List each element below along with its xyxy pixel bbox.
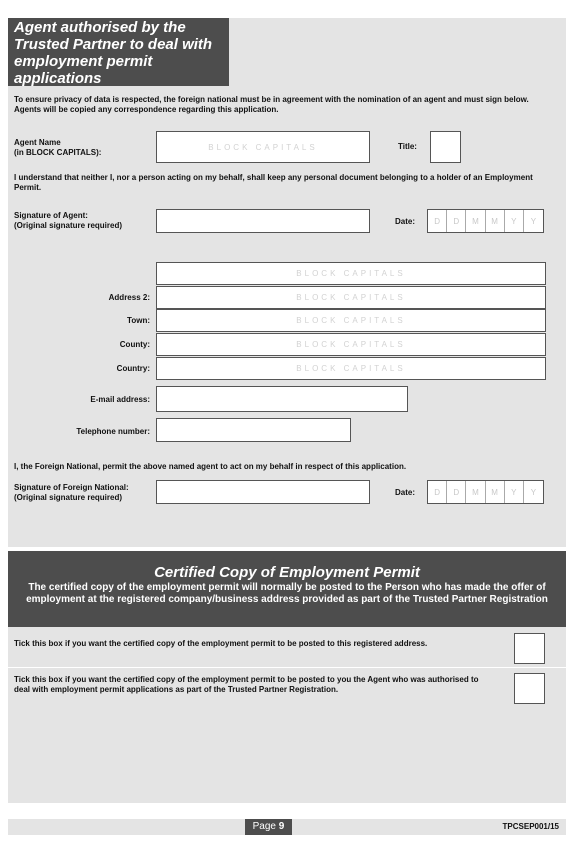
date-cell-y2: Y <box>530 487 537 497</box>
date-cell-m1: M <box>466 481 485 503</box>
divider <box>8 667 566 668</box>
title-label: Title: <box>398 142 417 151</box>
date-cell-m1: M <box>466 210 485 232</box>
registered-address-checkbox[interactable] <box>514 633 545 664</box>
foreign-national-date-field[interactable] <box>427 480 544 504</box>
town-placeholder: BLOCK CAPITALS <box>296 316 406 325</box>
page-number-label: Page 9 <box>245 819 292 835</box>
signature-foreign-national-field[interactable] <box>156 480 370 504</box>
certified-copy-banner <box>8 551 566 627</box>
signature-agent-field[interactable] <box>156 209 370 233</box>
permit-note: I, the Foreign National, permit the above named agent to act on my behalf in respect of this application. <box>14 462 407 471</box>
date-cell-d1: D <box>428 210 447 232</box>
county-placeholder: BLOCK CAPITALS <box>296 340 406 349</box>
telephone-label: Telephone number: <box>76 427 150 436</box>
agent-address-checkbox[interactable] <box>514 673 545 704</box>
agent-section-heading: Agent authorised by the Trusted Partner to deal with employment permit applications <box>8 18 229 86</box>
address2-field[interactable] <box>156 286 546 309</box>
date-cell-y2: Y <box>530 216 537 226</box>
agent-name-label: Agent Name (in BLOCK CAPITALS): <box>14 138 102 157</box>
date-cell-d1: D <box>428 481 447 503</box>
date-cell-m2: M <box>486 481 505 503</box>
agent-name-field[interactable] <box>156 131 370 163</box>
address2-placeholder: BLOCK CAPITALS <box>296 293 406 302</box>
agent-date-field[interactable] <box>427 209 544 233</box>
agent-name-placeholder: BLOCK CAPITALS <box>208 142 318 152</box>
privacy-note: To ensure privacy of data is respected, the foreign national must be in agreement with the nomination of an agent and must sign below. Agents will be copied any correspondence regarding this application. <box>14 95 529 114</box>
tick-registered-address-text: Tick this box if you want the certified copy of the employment permit to be posted to this registered address. <box>14 639 428 648</box>
county-label: County: <box>119 340 150 349</box>
country-field[interactable] <box>156 357 546 380</box>
address1-field[interactable] <box>156 262 546 285</box>
date-cell-y1: Y <box>505 481 524 503</box>
certified-copy-title: Certified Copy of Employment Permit <box>154 564 420 581</box>
title-field[interactable] <box>430 131 461 163</box>
date-cell-d2: D <box>447 481 466 503</box>
address1-placeholder: BLOCK CAPITALS <box>296 269 406 278</box>
signature-agent-label: Signature of Agent: (Original signature required) <box>14 211 123 230</box>
email-label: E-mail address: <box>90 395 150 404</box>
form-code: TPCSEP001/15 <box>502 822 559 831</box>
county-field[interactable] <box>156 333 546 356</box>
country-placeholder: BLOCK CAPITALS <box>296 364 406 373</box>
certified-copy-description: The certified copy of the employment permit will normally be posted to the Person who has made the offer of employment at the registered company/business address provided as part of the Trusted Partner Registration <box>26 582 548 605</box>
email-field[interactable] <box>156 386 408 412</box>
address2-label: Address 2: <box>108 293 150 302</box>
date-cell-m2: M <box>486 210 505 232</box>
country-label: Country: <box>116 364 150 373</box>
signature-foreign-national-label: Signature of Foreign National: (Original signature required) <box>14 483 129 502</box>
town-field[interactable] <box>156 309 546 332</box>
town-label: Town: <box>127 316 150 325</box>
date-cell-y1: Y <box>505 210 524 232</box>
date-label: Date: <box>395 217 416 226</box>
tick-agent-text: Tick this box if you want the certified copy of the employment permit to be posted to you the Agent who was authorised to deal with employment permit applications as part of the Trusted Partner Registration. <box>14 675 479 694</box>
date-cell-d2: D <box>447 210 466 232</box>
telephone-field[interactable] <box>156 418 351 442</box>
understand-note: I understand that neither I, nor a person acting on my behalf, shall keep any personal document belonging to a holder of an Employment Permit. <box>14 173 533 192</box>
fn-date-label: Date: <box>395 488 416 497</box>
